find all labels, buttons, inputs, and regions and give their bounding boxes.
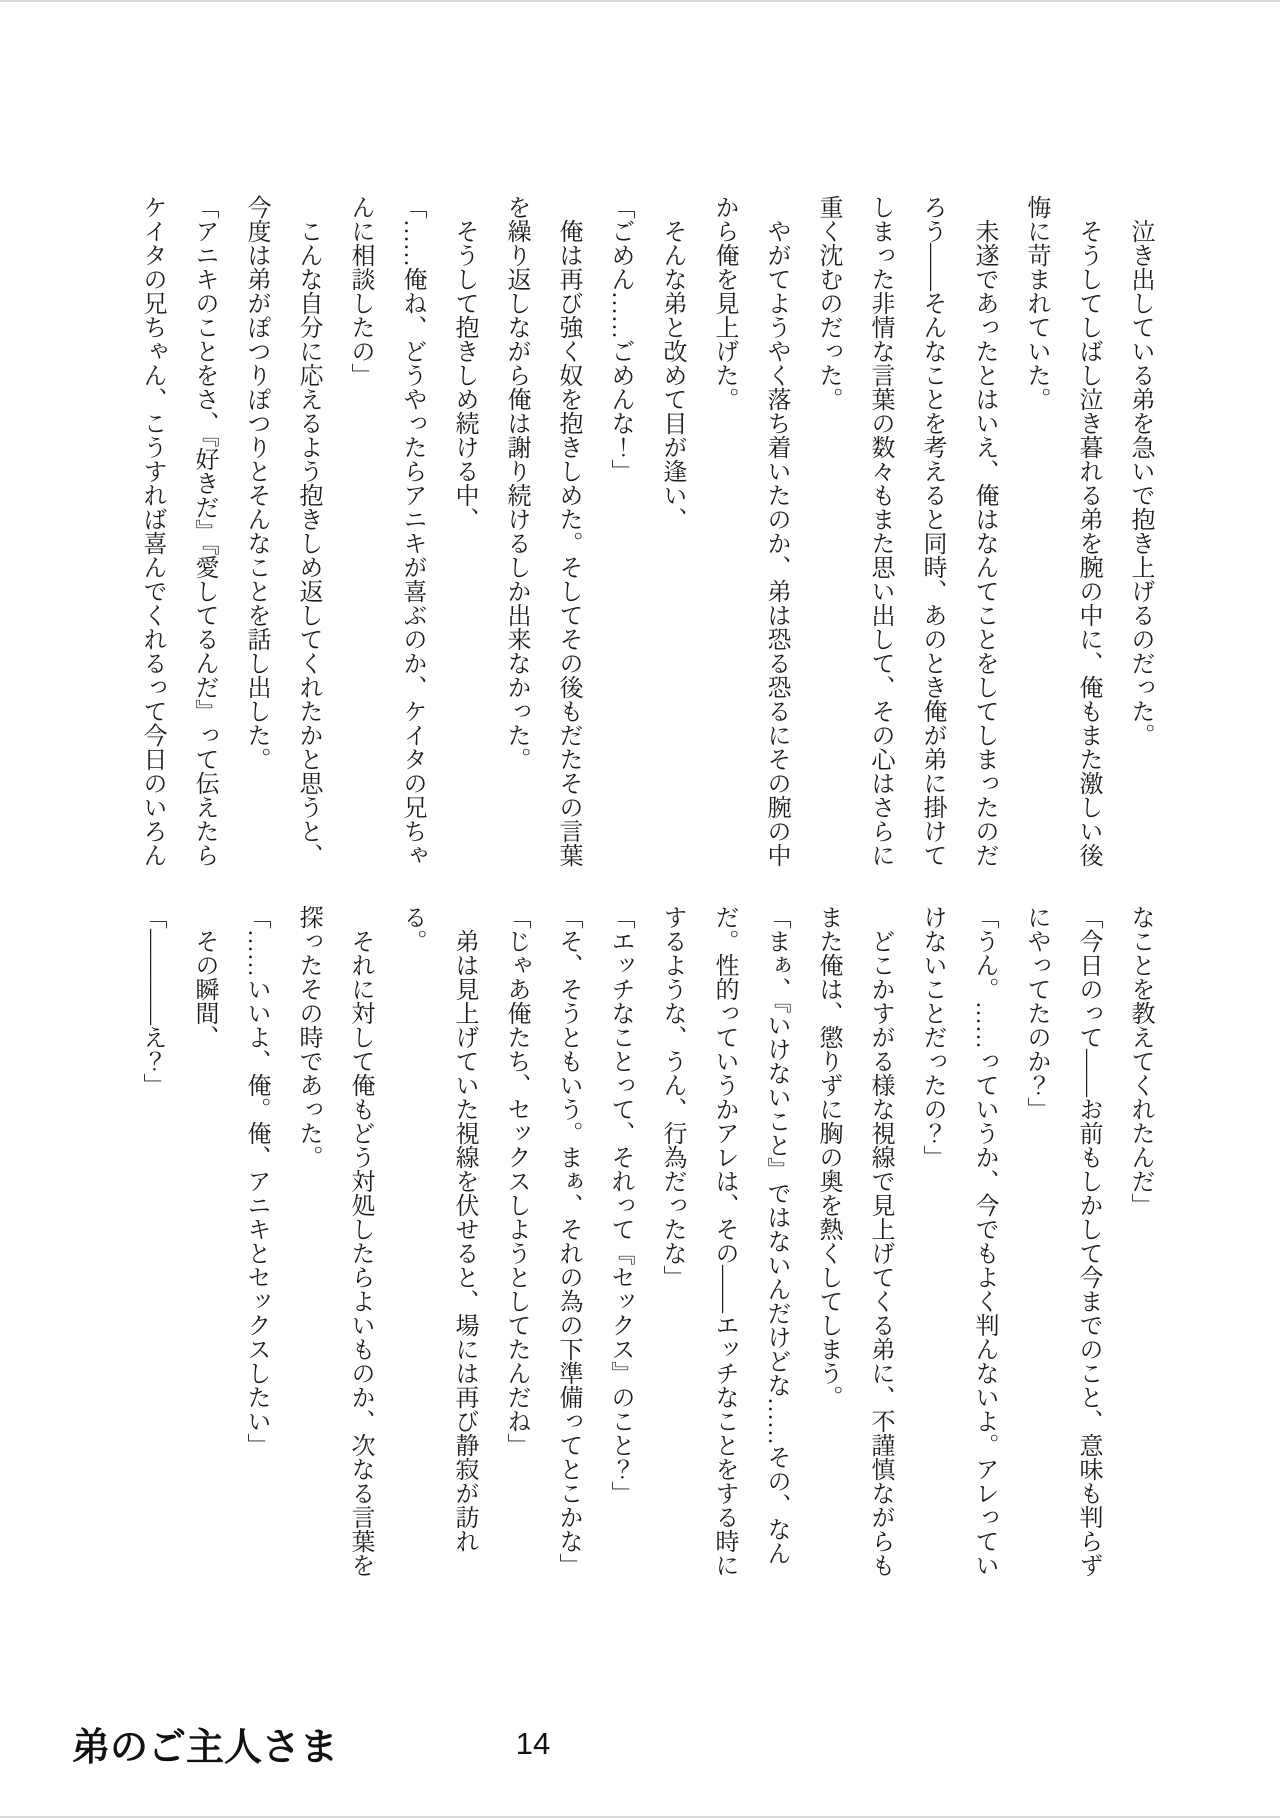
paragraph: 「じゃあ俺たち、セックスしようとしてたんだね」: [503, 905, 529, 1457]
paragraph: 弟は見上げていた視線を伏せると、場には再び静寂が訪れる。: [399, 905, 477, 1553]
page-number: 14: [515, 1726, 551, 1761]
paragraph: 「……いいよ、俺。俺、アニキとセックスしたい」: [243, 905, 269, 1457]
text-band-top: [126, 195, 1166, 875]
paragraph: 「エッチなことって、それって『セックス』のこと？」: [607, 905, 633, 1505]
paragraph: 「今日のって――お前もしかして今までのこと、意味も判らずにやってたのか？」: [1023, 905, 1101, 1577]
paragraph: 「――――え？」: [139, 905, 165, 1097]
paragraph: やがてようやく落ち着いたのか、弟は恐る恐るにその腕の中から俺を見上げた。: [711, 195, 789, 867]
paragraph: こんな自分に応えるよう抱きしめ返してくれたかと思うと、今度は弟がぽつりぽつりとそんなことを話し出した。: [243, 195, 321, 867]
paragraph: そうして抱きしめ続ける中、: [451, 219, 477, 531]
page-edge-top: [0, 0, 1280, 2]
paragraph: 未遂であったとはいえ、俺はなんてことをしてしまったのだろう――そんなことを考えると同時、あのとき俺が弟に掛けてしまった非情な言葉の数々もまた思い出して、その心はさらに重く沈むのだった。: [815, 195, 997, 867]
paragraph: そんな弟と改めて目が逢い、: [659, 219, 685, 531]
paragraph: なことを教えてくれたんだ」: [1127, 905, 1153, 1217]
book-title: 弟のご主人さま: [72, 1727, 339, 1769]
paragraph: どこかすがる様な視線で見上げてくる弟に、不謹慎ながらもまた俺は、懲りずに胸の奥を熱くしてしまう。: [815, 905, 893, 1577]
paragraph: それに対して俺もどう対処したらよいものか、次なる言葉を探ったその時であった。: [295, 905, 373, 1577]
paragraph: 「そ、そうともいう。まぁ、それの為の下準備ってとこかな」: [555, 905, 581, 1577]
paragraph: そうしてしばし泣き暮れる弟を腕の中に、俺もまた激しい後悔に苛まれていた。: [1023, 195, 1101, 867]
paragraph: 泣き出している弟を急いで抱き上げるのだった。: [1127, 219, 1153, 747]
paragraph: 「ごめん……ごめんな！」: [607, 195, 633, 483]
text-band-bottom: [126, 905, 1166, 1585]
paragraph: 「アニキのことをさ、『好きだ』『愛してるんだ』って伝えたらケイタの兄ちゃん、こうすれば喜んでくれるって今日のいろん: [139, 195, 217, 867]
paragraph: 「うん。……っていうか、今でもよく判んないよ。アレっていけないことだったの？」: [919, 905, 997, 1577]
paragraph: 「まぁ、『いけないこと』ではないんだけどな……その、なんだ。性的っていうかアレは、その――エッチなことをする時にするような、うん、行為だったな」: [659, 905, 789, 1577]
paragraph: 「……俺ね、どうやったらアニキが喜ぶのか、ケイタの兄ちゃんに相談したの」: [347, 195, 425, 867]
paragraph: その瞬間、: [191, 929, 217, 1049]
paragraph: 俺は再び強く奴を抱きしめた。そしてその後もだたその言葉を繰り返しながら俺は謝り続けるしか出来なかった。: [503, 195, 581, 867]
